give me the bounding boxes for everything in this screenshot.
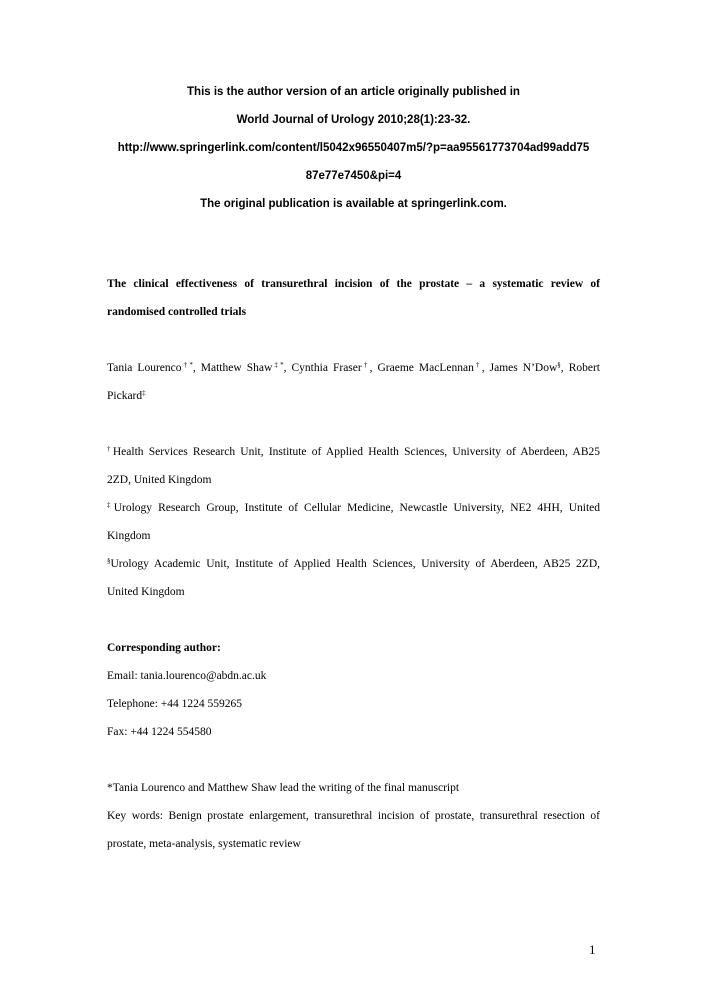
author-name: Graeme MacLennan — [377, 362, 474, 374]
affiliation-line-continued: 2ZD, United Kingdom — [107, 474, 212, 486]
header-publication-note: The original publication is available at springerlink.com. — [200, 198, 507, 210]
author-name: Cynthia Fraser — [291, 362, 362, 374]
author-list-continued — [107, 389, 146, 403]
affiliation-mark: † — [107, 445, 113, 453]
author-affiliation-mark: † — [361, 361, 370, 369]
corresponding-telephone: Telephone: +44 1224 559265 — [107, 698, 243, 710]
author-list: Tania Lourenco†*, Matthew Shaw‡*, Cynthia Fraser†, Graeme MacLennan†, James N’Dow§, Robert — [107, 361, 600, 374]
author-affiliation-mark: †* — [181, 361, 193, 369]
author-name: Matthew Shaw — [200, 362, 273, 374]
author-name: Pickard — [107, 390, 143, 402]
author-affiliation-mark: † — [473, 361, 482, 369]
author-name: James N’Dow — [489, 362, 558, 374]
page-number: 1 — [589, 942, 596, 957]
affiliation-line: ‡Urology Research Group, Institute of Cellular Medicine, Newcastle University, NE2 4HH, United — [107, 501, 601, 514]
corresponding-email[interactable]: Email: tania.lourenco@abdn.ac.uk — [107, 670, 267, 682]
lead-author-note: *Tania Lourenco and Matthew Shaw lead the writing of the final manuscript — [107, 782, 460, 794]
author-affiliation-mark: § — [557, 361, 561, 369]
author-name: Tania Lourenco — [107, 362, 182, 374]
keywords-line-continued: prostate, meta-analysis, systematic review — [107, 838, 301, 850]
corresponding-author-heading: Corresponding author: — [107, 642, 221, 654]
corresponding-fax: Fax: +44 1224 554580 — [107, 726, 212, 738]
header-notice-line: This is the author version of an article originally published in — [187, 86, 520, 98]
affiliation-mark: ‡ — [107, 501, 114, 509]
author-affiliation-mark: ‡ — [142, 389, 146, 397]
keywords-line: Key words: Benign prostate enlargement, transurethral incision of prostate, transurethral resection of — [107, 810, 600, 822]
affiliation-line: †Health Services Research Unit, Institute of Applied Health Sciences, University of Aberdeen, AB25 — [107, 445, 600, 458]
author-affiliation-mark: ‡* — [272, 361, 284, 369]
header-url-line-continued[interactable]: 87e77e7450&pi=4 — [305, 170, 402, 182]
affiliation-line-continued: United Kingdom — [107, 586, 185, 598]
header-url-line[interactable]: http://www.springerlink.com/content/l5042x96550407m5/?p=aa95561773704ad99add75 — [117, 142, 590, 154]
author-name: Robert — [568, 362, 600, 374]
affiliation-line-continued: Kingdom — [107, 530, 151, 542]
affiliation-line: §Urology Academic Unit, Institute of Applied Health Sciences, University of Aberdeen, AB25 2ZD, — [107, 557, 600, 570]
header-journal-citation: World Journal of Urology 2010;28(1):23-32. — [236, 114, 471, 126]
article-title-line-continued: randomised controlled trials — [107, 306, 247, 318]
article-title-line: The clinical effectiveness of transurethral incision of the prostate – a systematic review of — [107, 278, 600, 290]
affiliation-mark: § — [107, 557, 111, 565]
